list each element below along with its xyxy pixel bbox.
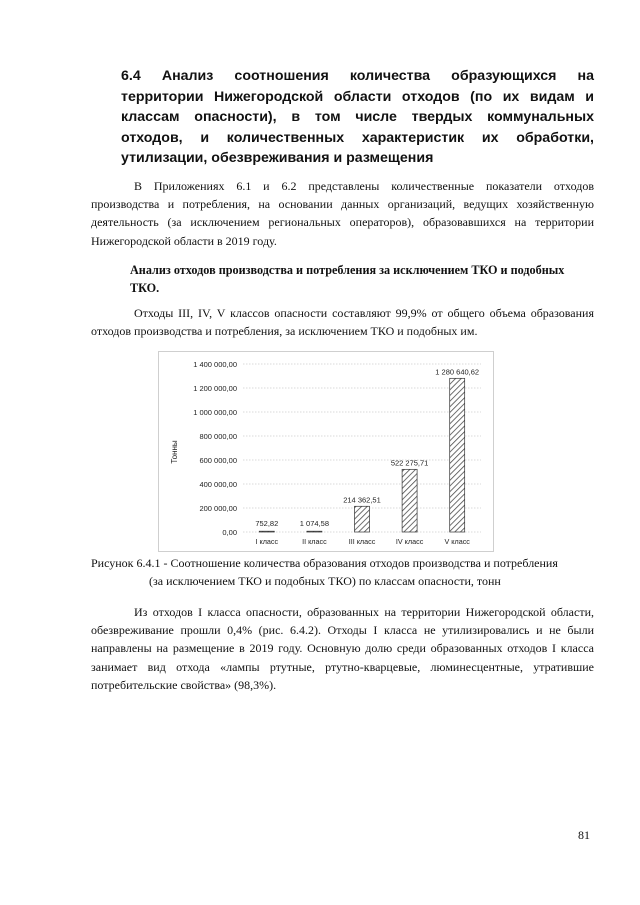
figure-caption-line-1: Рисунок 6.4.1 - Соотношение количества образования отходов производства и потребления [91, 556, 558, 570]
bar-2 [307, 531, 322, 532]
data-label: 214 362,51 [343, 495, 381, 505]
x-tick-label: IV класс [395, 537, 424, 546]
data-label: 522 275,71 [390, 458, 429, 468]
data-label: 752,82 [255, 519, 279, 528]
y-tick-label: 800 000,00 [199, 432, 237, 441]
chart-svg [159, 352, 493, 551]
x-tick-label: III класс [348, 537, 376, 546]
data-label: 1 074,58 [299, 519, 330, 528]
y-tick-label: 1 200 000,00 [193, 384, 237, 393]
intro-paragraph: В Приложениях 6.1 и 6.2 представлены количественные показатели отходов производства и потребления, на основании данных организаций, ведущих хозяйственную деятельность (за исключением региональных операторов), образовавшихся на территории Нижегородской области в 2019 году. [91, 179, 594, 248]
figure-caption [91, 555, 594, 590]
bar-4 [402, 469, 417, 532]
y-tick-label: 600 000,00 [199, 456, 237, 465]
section-heading: 6.4 Анализ соотношения количества образующихся на территории Нижегородской области отходов (по их видам и классам опасности), в том числе твердых коммунальных отходов, и количественных характеристик их обработки, утилизации, обезвреживания и размещения [121, 68, 594, 166]
data-label: 1 280 640,62 [435, 367, 480, 377]
x-tick-label: II класс [302, 537, 327, 546]
y-axis-title: Тонны [170, 440, 179, 464]
bar-3 [355, 506, 370, 532]
y-tick-label: 1 000 000,00 [193, 408, 237, 417]
y-tick-label: 400 000,00 [199, 480, 237, 489]
x-tick-label: V класс [444, 537, 470, 546]
class1-paragraph: Из отходов I класса опасности, образованных на территории Нижегородской области, обезвреживание прошли 0,4% (рис. 6.4.2). Отходы I класса не утилизировались и не были направлены на размещение в 2019 году. Основную долю среди образованных отходов I класса занимает вид отхода «лампы ртутные, ртутно-кварцевые, люминесцентные, утратившие потребительские свойства» (98,3%). [91, 605, 594, 692]
y-tick-label: 0,00 [222, 528, 237, 537]
classes-paragraph: Отходы III, IV, V классов опасности составляют 99,9% от общего объема образования отходов производства и потребления, за исключением ТКО и подобных им. [91, 306, 594, 339]
subsection-heading: Анализ отходов производства и потребления за исключением ТКО и подобных ТКО. [130, 263, 565, 295]
y-tick-label: 1 400 000,00 [193, 360, 237, 369]
y-tick-label: 200 000,00 [199, 504, 237, 513]
figure-caption-line-2: (за исключением ТКО и подобных ТКО) по классам опасности, тонн [149, 573, 501, 588]
bar-1 [259, 531, 274, 532]
page-number: 81 [578, 828, 590, 842]
bar-5 [450, 378, 465, 532]
hazard-class-bar-chart [158, 351, 494, 552]
x-tick-label: I класс [255, 537, 279, 546]
